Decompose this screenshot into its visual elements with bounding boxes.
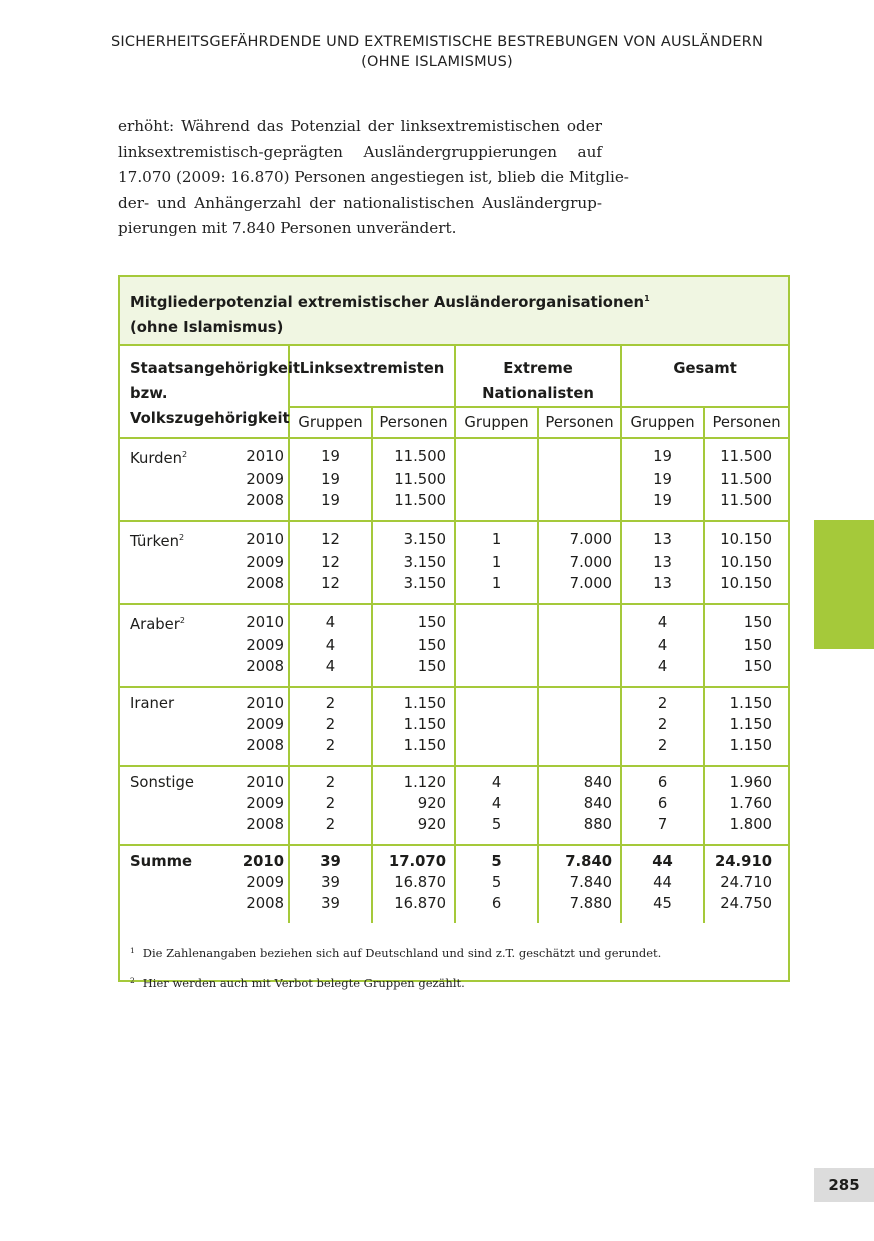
year-cell: 2008: [233, 656, 289, 687]
col-header-extreme-nationalisten: Extreme Nationalisten: [455, 346, 621, 407]
row-label: [120, 714, 233, 735]
extreme-personen-cell: 7.880: [538, 893, 621, 923]
extreme-gruppen-cell: 5: [455, 845, 538, 872]
row-label: Sonstige: [130, 774, 194, 791]
links-personen-cell: 1.150: [372, 714, 455, 735]
extreme-gruppen-cell: [455, 469, 538, 490]
extreme-personen-cell: 880: [538, 814, 621, 845]
links-gruppen-cell: 19: [289, 438, 372, 469]
chapter-tab-marker: [814, 520, 874, 649]
intro-paragraph: [118, 114, 629, 242]
subheader-gruppen: Gruppen: [289, 407, 372, 438]
gesamt-gruppen-cell: 4: [621, 656, 704, 687]
links-gruppen-cell: 19: [289, 469, 372, 490]
links-gruppen-cell: 4: [289, 604, 372, 635]
table-row-group: [120, 845, 788, 923]
extreme-gruppen-cell: [455, 687, 538, 714]
links-personen-cell: 3.150: [372, 573, 455, 604]
page-number: 285: [814, 1168, 874, 1202]
links-personen-cell: 11.500: [372, 469, 455, 490]
table-row: [120, 893, 788, 923]
extreme-personen-cell: 7.000: [538, 521, 621, 552]
row-label: [120, 635, 233, 656]
gesamt-gruppen-cell: 13: [621, 552, 704, 573]
row-label: Summe: [130, 853, 193, 870]
extreme-personen-cell: 7.840: [538, 845, 621, 872]
year-cell: 2009: [233, 714, 289, 735]
links-personen-cell: 920: [372, 793, 455, 814]
table-row: [120, 573, 788, 604]
links-gruppen-cell: 4: [289, 635, 372, 656]
table-title-line-1: Mitgliederpotenzial extremistischer Ausländerorganisationen: [130, 294, 645, 311]
extreme-gruppen-cell: [455, 735, 538, 766]
extreme-personen-cell: [538, 490, 621, 521]
extreme-gruppen-cell: 4: [455, 766, 538, 793]
extreme-gruppen-cell: [455, 438, 538, 469]
year-cell: 2009: [233, 552, 289, 573]
running-header-line-2: (OHNE ISLAMISMUS): [361, 54, 513, 70]
gesamt-gruppen-cell: 2: [621, 687, 704, 714]
footnotes: [120, 923, 788, 997]
gesamt-gruppen-cell: 19: [621, 490, 704, 521]
gesamt-personen-cell: 24.710: [720, 874, 773, 891]
links-personen-cell: 3.150: [372, 521, 455, 552]
gesamt-gruppen-cell: 4: [621, 604, 704, 635]
extreme-personen-cell: [538, 635, 621, 656]
extreme-gruppen-cell: 1: [455, 521, 538, 552]
extreme-gruppen-cell: 1: [455, 552, 538, 573]
gesamt-personen-cell: 1.150: [729, 695, 773, 712]
gesamt-personen-cell: 1.960: [729, 774, 773, 791]
subheader-gruppen: Gruppen: [455, 407, 538, 438]
table-title-line-2: (ohne Islamismus): [130, 319, 284, 336]
gesamt-gruppen-cell: 2: [621, 714, 704, 735]
year-cell: 2010: [233, 687, 289, 714]
running-header: [0, 32, 874, 72]
col-header-nationality: Staatsangehörigkeit bzw. Volkszugehörigkeit: [120, 346, 289, 438]
gesamt-personen-cell: 1.760: [729, 795, 773, 812]
links-gruppen-cell: 39: [289, 893, 372, 923]
links-personen-cell: 1.150: [372, 735, 455, 766]
gesamt-gruppen-cell: 13: [621, 521, 704, 552]
year-cell: 2008: [233, 814, 289, 845]
extreme-gruppen-cell: [455, 714, 538, 735]
row-label: [120, 573, 233, 604]
row-label: Kurden$^2$: [130, 450, 188, 467]
table-row: [120, 687, 788, 714]
links-personen-cell: 11.500: [372, 490, 455, 521]
extreme-gruppen-cell: 5: [455, 872, 538, 893]
footnote-1: $^1$ Die Zahlenangaben beziehen sich auf Deutschland und sind z.T. geschätzt und gerundet.: [130, 946, 662, 960]
table-row-group: [120, 521, 788, 604]
gesamt-personen-cell: 10.150: [720, 554, 773, 571]
gesamt-gruppen-cell: 6: [621, 793, 704, 814]
links-personen-cell: 150: [372, 604, 455, 635]
extreme-gruppen-cell: 4: [455, 793, 538, 814]
links-gruppen-cell: 2: [289, 814, 372, 845]
gesamt-gruppen-cell: 7: [621, 814, 704, 845]
table-row: [120, 814, 788, 845]
gesamt-gruppen-cell: 44: [621, 845, 704, 872]
links-gruppen-cell: 12: [289, 573, 372, 604]
gesamt-gruppen-cell: 2: [621, 735, 704, 766]
gesamt-personen-cell: 150: [743, 637, 773, 654]
links-personen-cell: 1.120: [372, 766, 455, 793]
gesamt-personen-cell: 10.150: [720, 575, 773, 592]
table-row-group: [120, 438, 788, 521]
subheader-personen: Personen: [712, 414, 781, 431]
intro-line: der- und Anhängerzahl der nationalistischen Ausländergrup-: [118, 193, 602, 212]
links-personen-cell: 16.870: [372, 872, 455, 893]
links-gruppen-cell: 39: [289, 872, 372, 893]
extreme-personen-cell: 840: [538, 793, 621, 814]
links-gruppen-cell: 2: [289, 714, 372, 735]
intro-line: pierungen mit 7.840 Personen unverändert.: [118, 219, 457, 237]
links-personen-cell: 11.500: [372, 438, 455, 469]
extreme-gruppen-cell: 6: [455, 893, 538, 923]
footnote-ref: 2: [182, 450, 188, 459]
year-cell: 2009: [233, 635, 289, 656]
links-personen-cell: 150: [372, 656, 455, 687]
table-row: [120, 656, 788, 687]
col-header-gesamt: Gesamt: [673, 360, 737, 377]
gesamt-gruppen-cell: 44: [621, 872, 704, 893]
extreme-personen-cell: 840: [538, 766, 621, 793]
extreme-gruppen-cell: [455, 656, 538, 687]
subheader-gruppen: Gruppen: [621, 407, 704, 438]
table-row: [120, 793, 788, 814]
gesamt-gruppen-cell: 4: [621, 635, 704, 656]
links-gruppen-cell: 19: [289, 490, 372, 521]
gesamt-gruppen-cell: 19: [621, 438, 704, 469]
table-row: [120, 469, 788, 490]
col-header-linksextremisten: Linksextremisten: [289, 346, 455, 407]
extreme-personen-cell: [538, 714, 621, 735]
links-gruppen-cell: 2: [289, 793, 372, 814]
extreme-gruppen-cell: [455, 604, 538, 635]
gesamt-personen-cell: 150: [743, 614, 773, 631]
gesamt-gruppen-cell: 19: [621, 469, 704, 490]
row-label: Türken$^2$: [130, 533, 185, 550]
links-personen-cell: 17.070: [372, 845, 455, 872]
row-label: Iraner: [130, 695, 175, 712]
links-gruppen-cell: 2: [289, 766, 372, 793]
gesamt-personen-cell: 10.150: [720, 531, 773, 548]
year-cell: 2009: [233, 793, 289, 814]
row-label: [120, 793, 233, 814]
footnote-ref: 2: [179, 533, 185, 542]
table-row: [120, 635, 788, 656]
extreme-gruppen-cell: [455, 635, 538, 656]
year-cell: 2009: [233, 469, 289, 490]
table-row: [120, 845, 788, 872]
links-gruppen-cell: 2: [289, 687, 372, 714]
extreme-personen-cell: [538, 687, 621, 714]
gesamt-personen-cell: 11.500: [720, 471, 773, 488]
intro-line: linksextremistisch-geprägten Ausländergruppierungen auf: [118, 142, 602, 161]
table-row: [120, 521, 788, 552]
year-cell: 2010: [233, 845, 289, 872]
links-gruppen-cell: 12: [289, 552, 372, 573]
row-label: [120, 656, 233, 687]
gesamt-gruppen-cell: 6: [621, 766, 704, 793]
year-cell: 2008: [233, 735, 289, 766]
links-gruppen-cell: 2: [289, 735, 372, 766]
intro-line: erhöht: Während das Potenzial der linksextremistischen oder: [118, 117, 602, 135]
row-label: [120, 893, 233, 923]
potential-table: [120, 346, 788, 923]
table-row: [120, 438, 788, 469]
year-cell: 2008: [233, 893, 289, 923]
extreme-personen-cell: [538, 656, 621, 687]
running-header-line-1: SICHERHEITSGEFÄHRDENDE UND EXTREMISTISCHE BESTREBUNGEN VON AUSLÄNDERN: [110, 34, 764, 50]
links-gruppen-cell: 4: [289, 656, 372, 687]
table-row-group: [120, 687, 788, 766]
extreme-personen-cell: [538, 438, 621, 469]
row-label: [120, 552, 233, 573]
table-row: [120, 490, 788, 521]
table-row: [120, 872, 788, 893]
table-row-group: [120, 766, 788, 845]
year-cell: 2010: [233, 766, 289, 793]
extreme-personen-cell: 7.000: [538, 573, 621, 604]
extreme-personen-cell: [538, 735, 621, 766]
links-personen-cell: 920: [372, 814, 455, 845]
links-personen-cell: 3.150: [372, 552, 455, 573]
extreme-personen-cell: 7.000: [538, 552, 621, 573]
row-label: Araber$^2$: [130, 616, 185, 633]
table-row: [120, 552, 788, 573]
links-gruppen-cell: 12: [289, 521, 372, 552]
footnote-ref: 1: [644, 294, 650, 303]
row-label: [120, 469, 233, 490]
table-row-group: [120, 604, 788, 687]
year-cell: 2008: [233, 490, 289, 521]
row-label: [120, 735, 233, 766]
links-personen-cell: 16.870: [372, 893, 455, 923]
extreme-personen-cell: [538, 469, 621, 490]
subheader-personen: Personen: [372, 407, 455, 438]
year-cell: 2008: [233, 573, 289, 604]
year-cell: 2010: [233, 521, 289, 552]
year-cell: 2010: [233, 438, 289, 469]
year-cell: 2009: [233, 872, 289, 893]
links-personen-cell: 150: [372, 635, 455, 656]
year-cell: 2010: [233, 604, 289, 635]
row-label: [120, 814, 233, 845]
footnote-2: $^2$ Hier werden auch mit Verbot belegte Gruppen gezählt.: [130, 976, 465, 990]
table-row: [120, 604, 788, 635]
gesamt-personen-cell: 24.910: [714, 853, 773, 870]
extreme-gruppen-cell: [455, 490, 538, 521]
gesamt-gruppen-cell: 13: [621, 573, 704, 604]
data-table-box: [118, 275, 790, 990]
extreme-gruppen-cell: 1: [455, 573, 538, 604]
footnote-ref: 2: [179, 616, 185, 625]
row-label: [120, 872, 233, 893]
gesamt-personen-cell: 1.150: [729, 716, 773, 733]
extreme-personen-cell: [538, 604, 621, 635]
extreme-personen-cell: 7.840: [538, 872, 621, 893]
gesamt-personen-cell: 1.800: [729, 816, 773, 833]
table-row: [120, 766, 788, 793]
links-personen-cell: 1.150: [372, 687, 455, 714]
gesamt-personen-cell: 11.500: [720, 492, 773, 509]
links-gruppen-cell: 39: [289, 845, 372, 872]
gesamt-personen-cell: 1.150: [729, 737, 773, 754]
extreme-gruppen-cell: 5: [455, 814, 538, 845]
gesamt-gruppen-cell: 45: [621, 893, 704, 923]
gesamt-personen-cell: 11.500: [720, 448, 773, 465]
intro-line: 17.070 (2009: 16.870) Personen angestiegen ist, blieb die Mitglie-: [118, 168, 629, 186]
table-title: [120, 277, 788, 346]
table-row: [120, 714, 788, 735]
row-label: [120, 490, 233, 521]
subheader-personen: Personen: [538, 407, 621, 438]
table-row: [120, 735, 788, 766]
gesamt-personen-cell: 24.750: [720, 895, 773, 912]
gesamt-personen-cell: 150: [743, 658, 773, 675]
